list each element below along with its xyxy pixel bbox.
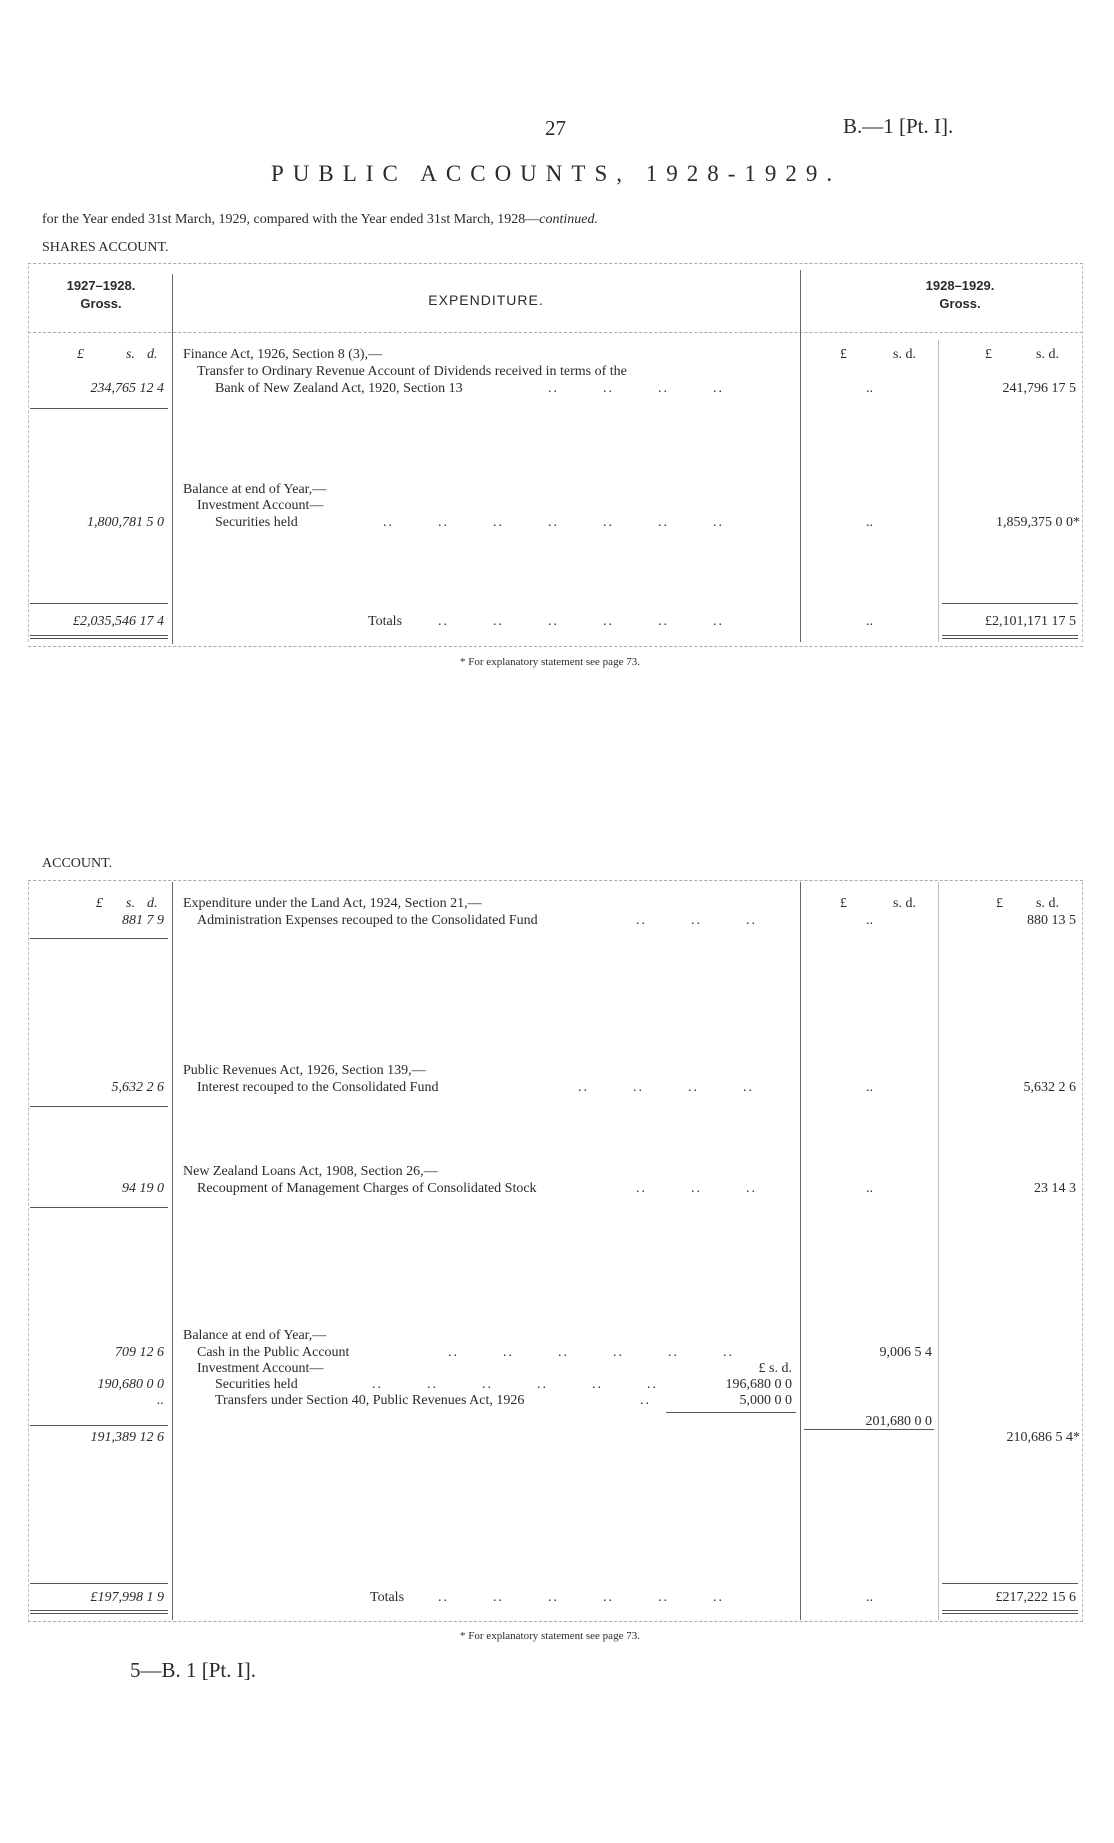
account-r2-heading: Public Revenues Act, 1926, Section 139,— — [183, 1063, 426, 1078]
account-r4-trans-amount: 5,000 0 0 — [739, 1393, 792, 1408]
account-r4-sec-amount: 196,680 0 0 — [725, 1377, 792, 1392]
shares-row2-dots: .. .. .. .. .. .. .. — [383, 515, 724, 530]
shares-totals-label: Totals — [368, 614, 403, 629]
shares-row2-prev-amount: 1,800,781 5 0 — [87, 515, 164, 530]
account-r2-dots: .. .. .. .. — [578, 1080, 754, 1095]
account-r4-prev-total: 191,389 12 6 — [90, 1430, 164, 1445]
shares-col-1927-gross: Gross. — [80, 296, 122, 311]
account-totals-dots-mid: .. — [866, 1590, 873, 1605]
shares-section-title: SHARES ACCOUNT. — [42, 240, 169, 255]
account-r4-investment: Investment Account— — [197, 1361, 324, 1376]
account-r3-cur: 23 14 3 — [1034, 1181, 1076, 1196]
account-r3-prev: 94 19 0 — [122, 1181, 164, 1196]
account-r2-cur: 5,632 2 6 — [1023, 1080, 1076, 1095]
shares-row2-item: Securities held — [215, 515, 298, 530]
account-r1-prev: 881 7 9 — [122, 913, 164, 928]
subtitle-main: for the Year ended 31st March, 1929, compared with the Year ended 31st March, 1928— — [42, 212, 540, 227]
account-r4-sec-dots: .. .. .. .. .. .. — [372, 1377, 658, 1392]
account-r1-dots-mid: .. — [866, 913, 873, 928]
shares-row2-dots-mid: .. — [866, 515, 873, 530]
account-r2-prev: 5,632 2 6 — [111, 1080, 164, 1095]
shares-unit-pence: d. — [147, 347, 158, 362]
account-mid-unit-sd: s. d. — [893, 896, 916, 911]
shares-unit-shillings: s. — [126, 347, 135, 362]
account-totals-prev: £197,998 1 9 — [90, 1590, 164, 1605]
shares-unit-pounds: £ — [77, 347, 84, 362]
account-unit-pence: d. — [147, 896, 158, 911]
shares-row1-line2: Bank of New Zealand Act, 1920, Section 13 — [215, 381, 463, 396]
account-r3-item: Recoupment of Management Charges of Consolidated Stock — [197, 1181, 537, 1196]
shares-row1-line1: Transfer to Ordinary Revenue Account of Dividends received in terms of the — [197, 364, 627, 379]
account-r1-cur: 880 13 5 — [1027, 913, 1076, 928]
account-section-title: ACCOUNT. — [42, 856, 113, 871]
shares-totals-dots-mid: .. — [866, 614, 873, 629]
shares-unit-a-sd: s. d. — [893, 347, 916, 362]
shares-unit-b-pounds: £ — [985, 347, 992, 362]
account-right-unit-pounds: £ — [996, 896, 1003, 911]
shares-col-1927-year: 1927–1928. — [66, 278, 136, 293]
account-r4-cash-prev: 709 12 6 — [115, 1345, 164, 1360]
shares-col-expenditure: EXPENDITURE. — [428, 292, 544, 308]
shares-row2-sub: Investment Account— — [197, 498, 324, 513]
account-r1-dots: .. .. .. — [636, 913, 757, 928]
shares-totals-cur: £2,101,171 17 5 — [985, 614, 1076, 629]
shares-footnote: * For explanatory statement see page 73. — [460, 656, 640, 668]
account-r4-cash-amount: 9,006 5 4 — [879, 1345, 932, 1360]
account-r4-cash-dots: .. .. .. .. .. .. — [448, 1345, 734, 1360]
shares-unit-b-sd: s. d. — [1036, 347, 1059, 362]
shares-row1-dots-mid: .. — [866, 381, 873, 396]
footer-signature: 5—B. 1 [Pt. I]. — [130, 1658, 256, 1682]
account-unit-pounds: £ — [96, 896, 103, 911]
account-right-unit-sd: s. d. — [1036, 896, 1059, 911]
shares-row1-prev-amount: 234,765 12 4 — [90, 381, 164, 396]
shares-row1-heading: Finance Act, 1926, Section 8 (3),— — [183, 347, 383, 362]
account-r4-trans-dots: .. — [640, 1393, 651, 1408]
account-r4-heading: Balance at end of Year,— — [183, 1328, 327, 1343]
subtitle-continued: continued. — [539, 212, 598, 227]
page-subtitle — [42, 212, 598, 228]
account-r2-item: Interest recouped to the Consolidated Fund — [197, 1080, 439, 1095]
account-r3-dots: .. .. .. — [636, 1181, 757, 1196]
account-unit-shillings: s. — [126, 896, 135, 911]
account-r4-securities: Securities held — [215, 1377, 298, 1392]
account-r1-heading: Expenditure under the Land Act, 1924, Section 21,— — [183, 896, 482, 911]
shares-unit-a-pounds: £ — [840, 347, 847, 362]
account-r4-cash: Cash in the Public Account — [197, 1345, 350, 1360]
shares-col-1928-year: 1928–1929. — [925, 278, 995, 293]
account-r4-inv-units: £ s. d. — [758, 1361, 792, 1376]
account-r4-sec-prev: 190,680 0 0 — [97, 1377, 164, 1392]
page-title: PUBLIC ACCOUNTS, 1928-1929. — [271, 161, 842, 186]
shares-row2-cur-amount: 1,859,375 0 0* — [996, 515, 1080, 530]
account-r4-transfers: Transfers under Section 40, Public Revenues Act, 1926 — [215, 1393, 525, 1408]
document-reference: B.—1 [Pt. I]. — [843, 114, 954, 138]
account-r4-inv-total: 201,680 0 0 — [865, 1414, 932, 1429]
account-totals-label: Totals — [370, 1590, 405, 1605]
shares-row1-cur-amount: 241,796 17 5 — [1002, 381, 1076, 396]
account-totals-cur: £217,222 15 6 — [995, 1590, 1076, 1605]
shares-col-1928-gross: Gross. — [939, 296, 981, 311]
account-totals-dots: .. .. .. .. .. .. — [438, 1590, 724, 1605]
shares-totals-dots: .. .. .. .. .. .. — [438, 614, 724, 629]
account-r2-dots-mid: .. — [866, 1080, 873, 1095]
account-r3-dots-mid: .. — [866, 1181, 873, 1196]
account-r4-trans-prev: .. — [157, 1393, 164, 1408]
account-r3-heading: New Zealand Loans Act, 1908, Section 26,— — [183, 1164, 438, 1179]
account-r1-item: Administration Expenses recouped to the Consolidated Fund — [197, 913, 538, 928]
page-number: 27 — [545, 116, 566, 140]
shares-row1-dots: .. .. .. .. — [548, 381, 724, 396]
account-footnote: * For explanatory statement see page 73. — [460, 1630, 640, 1642]
shares-totals-prev: £2,035,546 17 4 — [73, 614, 164, 629]
shares-row2-heading: Balance at end of Year,— — [183, 482, 327, 497]
account-mid-unit-pounds: £ — [840, 896, 847, 911]
account-r4-cur-total: 210,686 5 4* — [1006, 1430, 1080, 1445]
